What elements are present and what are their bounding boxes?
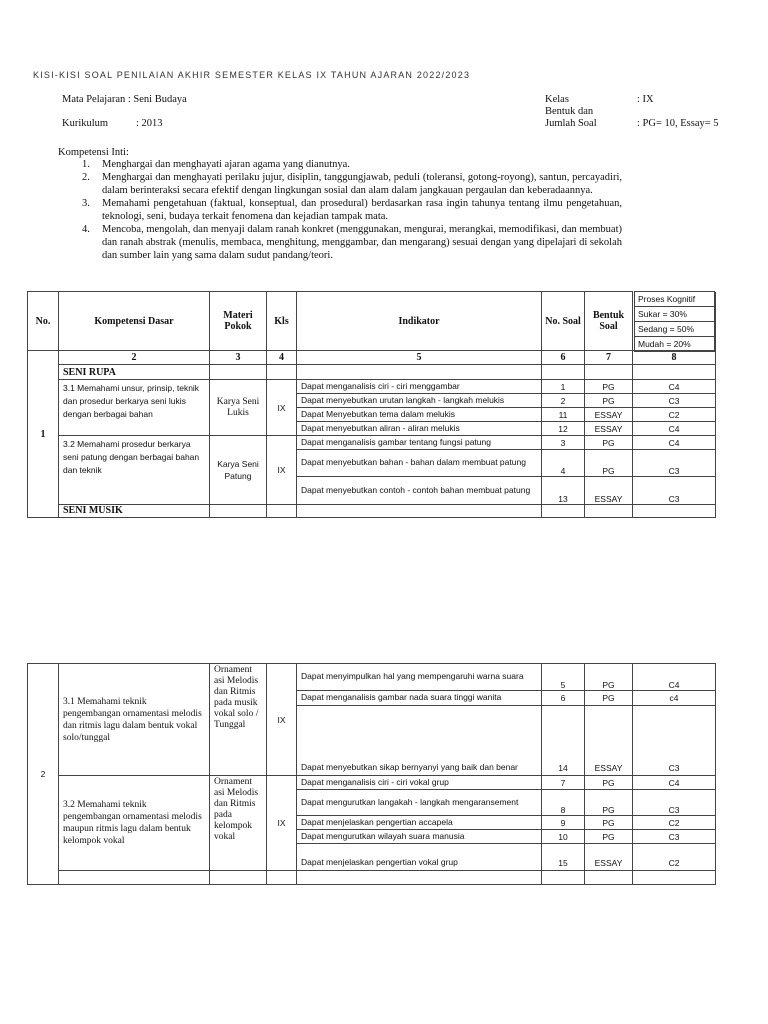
col-num-4: 4: [267, 351, 297, 365]
kd-3-2: 3.2 Memahami prosedur berkarya seni patung dengan berbagai bahan dan teknik: [59, 436, 210, 505]
proses-kognitif: C3: [633, 477, 716, 505]
col-num-5: 5: [297, 351, 542, 365]
no-soal: 6: [542, 691, 585, 706]
bentuk-soal: PG: [585, 380, 633, 394]
kisi-kisi-table-1: [27, 291, 716, 518]
section-row: [28, 365, 716, 380]
bentuk-soal: ESSAY: [585, 422, 633, 436]
proses-kognitif: C2: [633, 844, 716, 871]
bentuk-soal: ESSAY: [585, 706, 633, 776]
col-num-6: 6: [542, 351, 585, 365]
kompetensi-inti-heading: Kompetensi Inti:: [58, 147, 129, 158]
table-header-row: [28, 292, 716, 351]
row-no-2: 2: [28, 664, 59, 885]
bentuk-soal: PG: [585, 664, 633, 691]
col-kls: Kls: [267, 292, 297, 351]
proses-kognitif: C3: [633, 830, 716, 844]
proses-kognitif: C3: [633, 450, 716, 477]
col-proses-kognitif-space: [633, 292, 716, 351]
row-no-1: 1: [28, 351, 59, 518]
table-row: [28, 380, 716, 394]
bentuk-soal: PG: [585, 776, 633, 790]
bentuk-label: Bentuk dan: [545, 106, 594, 117]
bentuk-soal: PG: [585, 436, 633, 450]
no-soal: 15: [542, 844, 585, 871]
no-soal: 13: [542, 477, 585, 505]
bentuk-soal: PG: [585, 450, 633, 477]
no-soal: 12: [542, 422, 585, 436]
column-number-row: [28, 351, 716, 365]
proses-kognitif: C3: [633, 790, 716, 816]
table-row: [28, 776, 716, 790]
no-soal: 8: [542, 790, 585, 816]
section-row: [28, 505, 716, 518]
indikator: Dapat menganalisis ciri - ciri menggambar: [297, 380, 542, 394]
proses-kognitif: C2: [633, 408, 716, 422]
proses-kognitif: C3: [633, 706, 716, 776]
level-mudah: Mudah = 20%: [635, 337, 715, 352]
indikator: Dapat menganalisis ciri - ciri vokal grup: [297, 776, 542, 790]
col-num-8: 8: [633, 351, 716, 365]
no-soal: 2: [542, 394, 585, 408]
kisi-kisi-table-2: [27, 663, 716, 885]
proses-kognitif: C4: [633, 436, 716, 450]
no-soal: 3: [542, 436, 585, 450]
indikator: Dapat menganalisis gambar tentang fungsi patung: [297, 436, 542, 450]
indikator: Dapat menyebutkan contoh - contoh bahan membuat patung: [297, 477, 542, 505]
jumlah-label: Jumlah Soal: [545, 118, 597, 129]
bentuk-soal: ESSAY: [585, 844, 633, 871]
document-title: KISI-KISI SOAL PENILAIAN AKHIR SEMESTER KELAS IX TAHUN AJARAN 2022/2023: [33, 70, 471, 80]
bentuk-soal: PG: [585, 691, 633, 706]
indikator: Dapat mengurutkan wilayah suara manusia: [297, 830, 542, 844]
proses-kognitif: C4: [633, 664, 716, 691]
kurikulum-label: Kurikulum: [62, 118, 109, 129]
indikator: Dapat mengurutkan langakah - langkah mengaransement: [297, 790, 542, 816]
col-materi-pokok: Materi Pokok: [210, 292, 267, 351]
no-soal: 11: [542, 408, 585, 422]
bentuk-soal: PG: [585, 790, 633, 816]
kelas: IX: [267, 776, 297, 871]
no-soal: 14: [542, 706, 585, 776]
indikator: Dapat Menyebutkan tema dalam melukis: [297, 408, 542, 422]
kd-3-1: 3.1 Memahami teknik pengembangan ornamentasi melodis dan ritmis lagu dalam bentuk vokal solo/tunggal: [59, 664, 210, 776]
level-sedang: Sedang = 50%: [635, 322, 715, 337]
col-no: No.: [28, 292, 59, 351]
proses-kognitif: C4: [633, 422, 716, 436]
kd-3-1: 3.1 Memahami unsur, prinsip, teknik dan prosedur berkarya seni lukis dengan berbagai bahan: [59, 380, 210, 436]
kelas: IX: [267, 380, 297, 436]
no-soal: 9: [542, 816, 585, 830]
materi-pokok: Karya Seni Lukis: [210, 380, 267, 436]
kd-3-2: 3.2 Memahami teknik pengembangan ornamentasi melodis maupun ritmis lagu dalam bentuk kelompok vokal: [59, 776, 210, 871]
table-row: [28, 871, 716, 885]
proses-kognitif: C3: [633, 394, 716, 408]
ki-item: 4. Mencoba, mengolah, dan menyaji dalam ranah konkret (menggunakan, mengurai, merangkai, memodifikasi, dan membuat) dan ranah abstrak (menulis, membaca, menghitung, menggambar, dan mengarang) sesuai dengan yang dipelajari di sekolah dan sumber lain yang sama dalam sudut pandang/teori.: [82, 224, 622, 261]
col-num-2: 2: [59, 351, 210, 365]
bentuk-soal: PG: [585, 394, 633, 408]
bentuk-soal: ESSAY: [585, 477, 633, 505]
bentuk-soal: PG: [585, 830, 633, 844]
bentuk-soal: PG: [585, 816, 633, 830]
indikator: Dapat menjelaskan pengertian vokal grup: [297, 844, 542, 871]
ki-item: 3. Memahami pengetahuan (faktual, konseptual, dan prosedural) berdasarkan rasa ingin tahunya tentang ilmu pengetahuan, teknologi, seni, budaya terkait fenomena dan kejadian tampak mata.: [82, 198, 622, 222]
col-kompetensi-dasar: Kompetensi Dasar: [59, 292, 210, 351]
section-seni-musik: SENI MUSIK: [59, 505, 210, 518]
level-sukar: Sukar = 30%: [635, 307, 715, 322]
no-soal: 7: [542, 776, 585, 790]
no-soal: 4: [542, 450, 585, 477]
table-row: [28, 436, 716, 450]
kelas-value: : IX: [637, 94, 654, 105]
bentuk-soal: ESSAY: [585, 408, 633, 422]
indikator: Dapat menyimpulkan hal yang mempengaruhi warna suara: [297, 664, 542, 691]
col-bentuk-soal: Bentuk Soal: [585, 292, 633, 351]
table-row: [28, 664, 716, 691]
indikator: Dapat menganalisis gambar nada suara tinggi wanita: [297, 691, 542, 706]
kelas-label: Kelas: [545, 94, 569, 105]
materi-pokok: Karya Seni Patung: [210, 436, 267, 505]
proses-kognitif: C2: [633, 816, 716, 830]
indikator: Dapat menyebutkan aliran - aliran melukis: [297, 422, 542, 436]
no-soal: 10: [542, 830, 585, 844]
proses-kognitif: C4: [633, 776, 716, 790]
materi-pokok: Ornament asi Melodis dan Ritmis pada kelompok vokal: [210, 776, 267, 871]
col-no-soal: No. Soal: [542, 292, 585, 351]
no-soal: 5: [542, 664, 585, 691]
kompetensi-inti-list: [82, 158, 622, 262]
col-num-3: 3: [210, 351, 267, 365]
no-soal: 1: [542, 380, 585, 394]
kelas: IX: [267, 664, 297, 776]
section-seni-rupa: SENI RUPA: [59, 365, 210, 380]
col-indikator: Indikator: [297, 292, 542, 351]
kurikulum-value: : 2013: [136, 118, 163, 129]
kelas: IX: [267, 436, 297, 505]
col-num-7: 7: [585, 351, 633, 365]
proses-kognitif-label: Proses Kognitif: [635, 292, 715, 307]
ki-item: 1. Menghargai dan menghayati ajaran agama yang dianutnya.: [82, 159, 350, 170]
proses-kognitif: C4: [633, 380, 716, 394]
mata-pelajaran: Mata Pelajaran : Seni Budaya: [62, 94, 187, 105]
indikator: Dapat menyebutkan sikap bernyanyi yang baik dan benar: [297, 706, 542, 776]
indikator: Dapat menyebutkan bahan - bahan dalam membuat patung: [297, 450, 542, 477]
jumlah-value: : PG= 10, Essay= 5: [637, 118, 719, 129]
indikator: Dapat menyebutkan urutan langkah - langkah melukis: [297, 394, 542, 408]
indikator: Dapat menjelaskan pengertian accapela: [297, 816, 542, 830]
materi-pokok: Ornament asi Melodis dan Ritmis pada musik vokal solo / Tunggal: [210, 664, 267, 776]
proses-kognitif: c4: [633, 691, 716, 706]
ki-item: 2. Menghargai dan menghayati perilaku jujur, disiplin, tanggungjawab, peduli (toleransi, gotong-royong), santun, percayadiri, dalam berinteraksi secara efektif dengan lingkungan sosial dan alam dalam jangkauan pergaulan dan keberadaannya.: [82, 172, 622, 196]
